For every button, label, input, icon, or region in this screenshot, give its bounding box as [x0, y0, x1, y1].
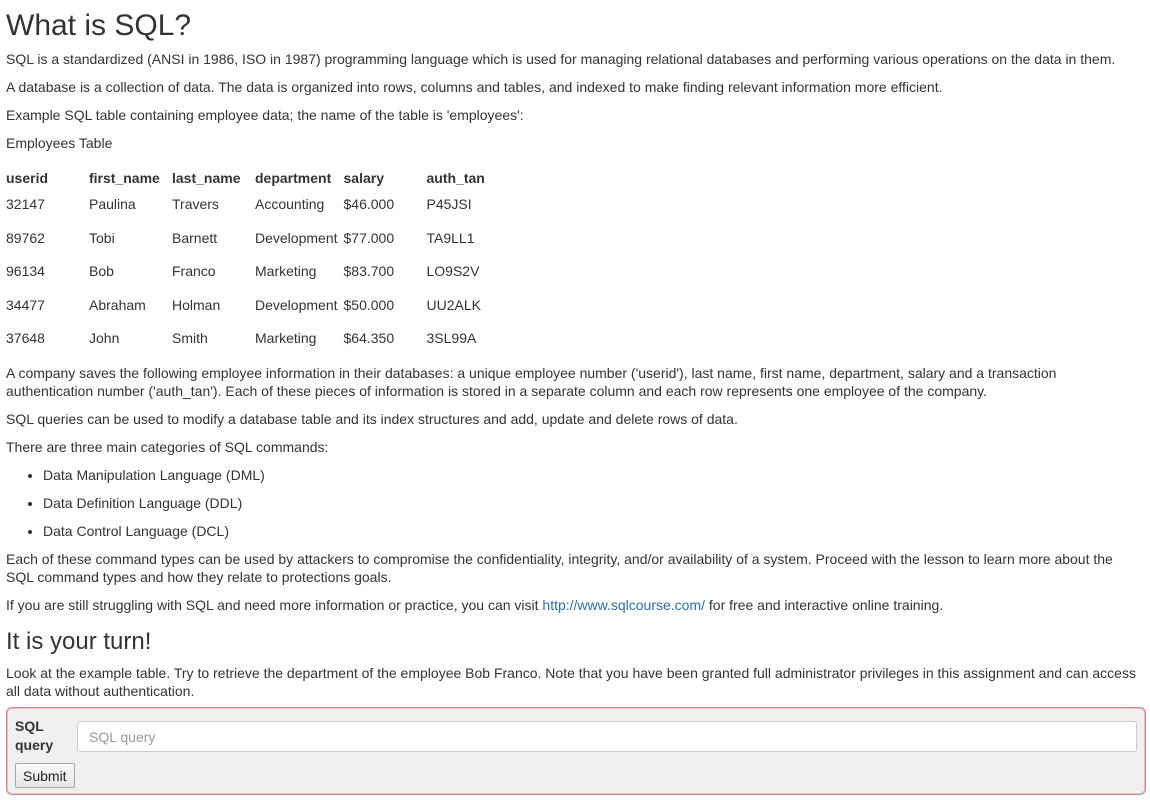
table-cell: $77.000 — [343, 229, 395, 246]
submit-button[interactable]: Submit — [15, 763, 75, 788]
help-text-before: If you are still struggling with SQL and need more information or practice, you can visit — [6, 597, 543, 613]
help-text-after: for free and interactive online training. — [705, 597, 944, 613]
intro-paragraph-sql: SQL is a standardized (ANSI in 1986, ISO in 1987) programming language which is used for managing relational databases and performing various operations on the data in them. — [6, 51, 1116, 67]
table-caption: Employees Table — [6, 135, 113, 151]
table-cell: 3SL99A — [426, 330, 477, 346]
column-header-salary: salary — [343, 169, 384, 186]
table-cell: Bob — [89, 263, 114, 279]
table-cell: Paulina — [89, 196, 136, 212]
table-cell: Development — [255, 296, 338, 313]
list-item: • Data Manipulation Language (DML) — [43, 466, 1144, 485]
sqlcourse-link[interactable]: http://www.sqlcourse.com/ — [542, 597, 706, 613]
table-cell: LO9S2V — [426, 263, 480, 279]
table-cell: Smith — [172, 330, 208, 346]
table-cell: $64.350 — [343, 330, 395, 346]
sql-query-label: SQL query — [15, 718, 54, 753]
sql-query-input[interactable] — [77, 721, 1137, 752]
table-cell: Marketing — [255, 263, 317, 279]
table-cell: Holman — [172, 296, 221, 313]
column-header-department: department — [255, 169, 332, 186]
table-cell: 32147 — [6, 196, 45, 212]
table-cell: $83.700 — [343, 263, 395, 279]
table-cell: UU2ALK — [426, 296, 481, 313]
table-cell: 96134 — [6, 263, 45, 279]
employees-table — [3, 165, 507, 359]
table-row — [3, 191, 507, 225]
column-header-last-name: last_name — [172, 169, 241, 186]
section-heading-your-turn: It is your turn! — [6, 627, 152, 655]
table-row — [3, 292, 507, 326]
table-cell: Travers — [172, 196, 219, 212]
column-header-auth-tan: auth_tan — [426, 169, 485, 186]
table-header-row — [3, 165, 507, 192]
table-cell: John — [89, 330, 120, 346]
task-paragraph: Look at the example table. Try to retrieve the department of the employee Bob Franco. Note that you have been granted full administrator privileges in this assignment and can access all data without authentication. — [6, 664, 1136, 699]
table-cell: Development — [255, 229, 338, 246]
list-item: • Data Control Language (DCL) — [43, 522, 1144, 541]
intro-paragraph-database: A database is a collection of data. The data is organized into rows, columns and tables, and indexed to make finding relevant information more efficient. — [6, 79, 943, 95]
table-cell: Marketing — [255, 330, 317, 346]
table-cell: $50.000 — [343, 296, 395, 313]
column-header-first-name: first_name — [89, 169, 160, 186]
sql-command-categories-list — [6, 466, 1144, 541]
intro-paragraph-example: Example SQL table containing employee data; the name of the table is 'employees': — [6, 107, 524, 123]
column-header-userid: userid — [6, 169, 49, 186]
page-title: What is SQL? — [6, 9, 192, 42]
table-cell: 89762 — [6, 229, 45, 246]
company-info-paragraph: A company saves the following employee information in their databases: a unique employee number ('userid'), last name, first name, department, salary and a transaction authentication number ('auth_tan'). Each of these pieces of information is stored in a separate column and each row represents one employee of the company. — [6, 364, 1057, 399]
table-cell: P45JSI — [426, 196, 472, 212]
table-row — [3, 325, 507, 359]
table-cell: Barnett — [172, 229, 218, 246]
table-cell: Abraham — [89, 296, 146, 313]
table-cell: Franco — [172, 263, 216, 279]
help-paragraph — [6, 596, 1144, 615]
table-row — [3, 225, 507, 259]
categories-intro-paragraph: There are three main categories of SQL commands: — [6, 439, 329, 455]
table-cell: Accounting — [255, 196, 325, 212]
table-cell: TA9LL1 — [426, 229, 475, 246]
table-cell: 34477 — [6, 296, 45, 313]
sql-query-form — [6, 707, 1146, 795]
table-cell: 37648 — [6, 330, 45, 346]
table-cell: Tobi — [89, 229, 115, 246]
list-item: • Data Definition Language (DDL) — [43, 494, 1144, 513]
sql-queries-paragraph: SQL queries can be used to modify a database table and its index structures and add, update and delete rows of data. — [6, 411, 738, 427]
attackers-paragraph: Each of these command types can be used by attackers to compromise the confidentiality, integrity, and/or availability of a system. Proceed with the lesson to learn more about the SQL command types and how they relate to protections goals. — [6, 550, 1113, 585]
table-cell: $46.000 — [343, 196, 395, 212]
table-row — [3, 258, 507, 292]
lesson-content — [0, 9, 1150, 701]
